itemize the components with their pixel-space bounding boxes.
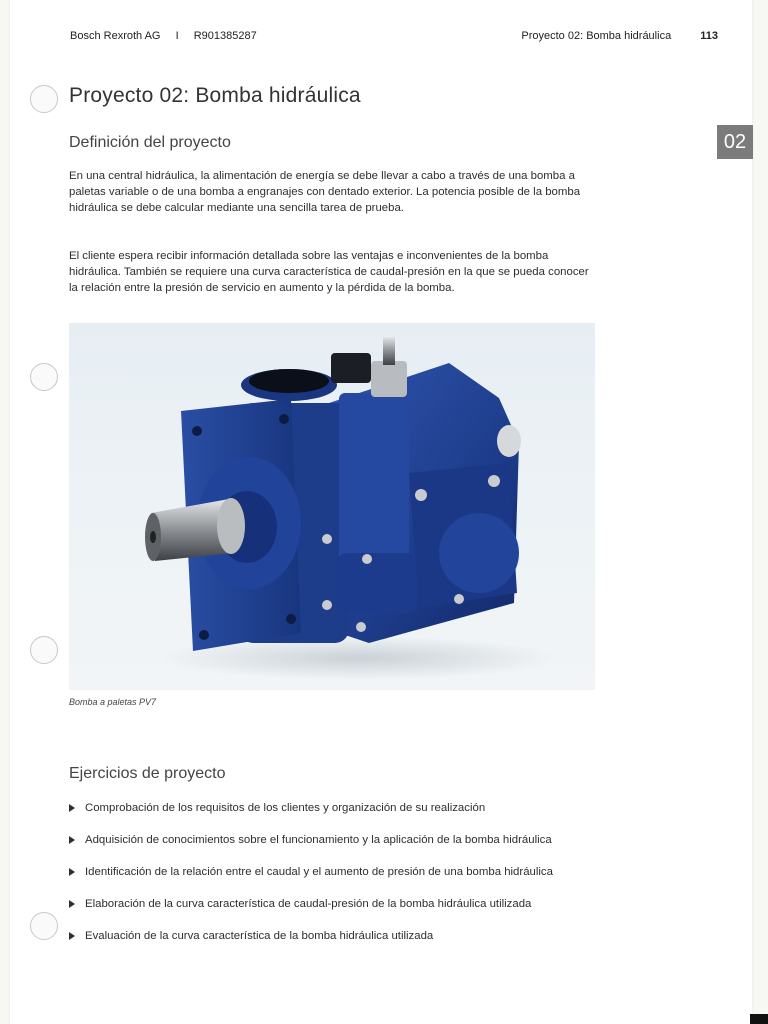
header-right	[521, 30, 718, 42]
bullet-arrow-icon	[69, 932, 75, 940]
bullet-arrow-icon	[69, 868, 75, 876]
list-item-text: Identificación de la relación entre el caudal y el aumento de presión de una bomba hidráulica	[85, 866, 553, 878]
pump-figure	[69, 323, 595, 690]
page-number: 113	[700, 30, 718, 42]
header-section-title: Proyecto 02: Bomba hidráulica	[521, 30, 672, 42]
definition-paragraph: En una central hidráulica, la alimentación de energía se debe llevar a cabo a través de una bomba a paletas variable o de una bomba a engranajes con dentado exterior. La potencia posible de la bomba hidráulica se debe calcular mediante una sencilla tarea de prueba.	[69, 170, 581, 214]
corner-mark	[750, 1014, 768, 1024]
list-item-text: Comprobación de los requisitos de los clientes y organización de su realización	[85, 802, 486, 814]
definition-heading: Definición del proyecto	[69, 134, 231, 151]
list-item-text: Evaluación de la curva característica de la bomba hidráulica utilizada	[85, 930, 434, 942]
list-item	[69, 800, 609, 816]
header-left	[70, 30, 257, 42]
bullet-arrow-icon	[69, 836, 75, 844]
page-title: Proyecto 02: Bomba hidráulica	[69, 84, 361, 107]
binder-hole	[30, 363, 58, 391]
binder-hole	[30, 912, 58, 940]
list-item	[69, 896, 609, 912]
list-item	[69, 864, 609, 880]
definition-paragraph: El cliente espera recibir información detallada sobre las ventajas e inconvenientes de la bomba hidráulica. También se requiere una curva característica de caudal-presión en la que se pueda conocer la relación entre la presión de servicio en aumento y la pérdida de la bomba.	[69, 250, 589, 294]
exercise-list	[69, 800, 609, 944]
chapter-tab: 02	[717, 125, 753, 159]
list-item	[69, 928, 609, 944]
figure-caption: Bomba a paletas PV7	[69, 697, 157, 707]
running-header	[70, 30, 718, 46]
binder-hole	[30, 85, 58, 113]
header-separator: I	[175, 30, 179, 42]
company-name: Bosch Rexroth AG	[70, 30, 161, 42]
document-number: R901385287	[193, 30, 257, 42]
exercises-heading: Ejercicios de proyecto	[69, 765, 226, 782]
binder-hole	[30, 636, 58, 664]
list-item	[69, 832, 609, 848]
list-item-text: Elaboración de la curva característica de caudal-presión de la bomba hidráulica utilizada	[85, 898, 532, 910]
list-item-text: Adquisición de conocimientos sobre el funcionamiento y la aplicación de la bomba hidráulica	[85, 834, 552, 846]
bullet-arrow-icon	[69, 900, 75, 908]
pump-illustration	[69, 323, 595, 690]
bullet-arrow-icon	[69, 804, 75, 812]
